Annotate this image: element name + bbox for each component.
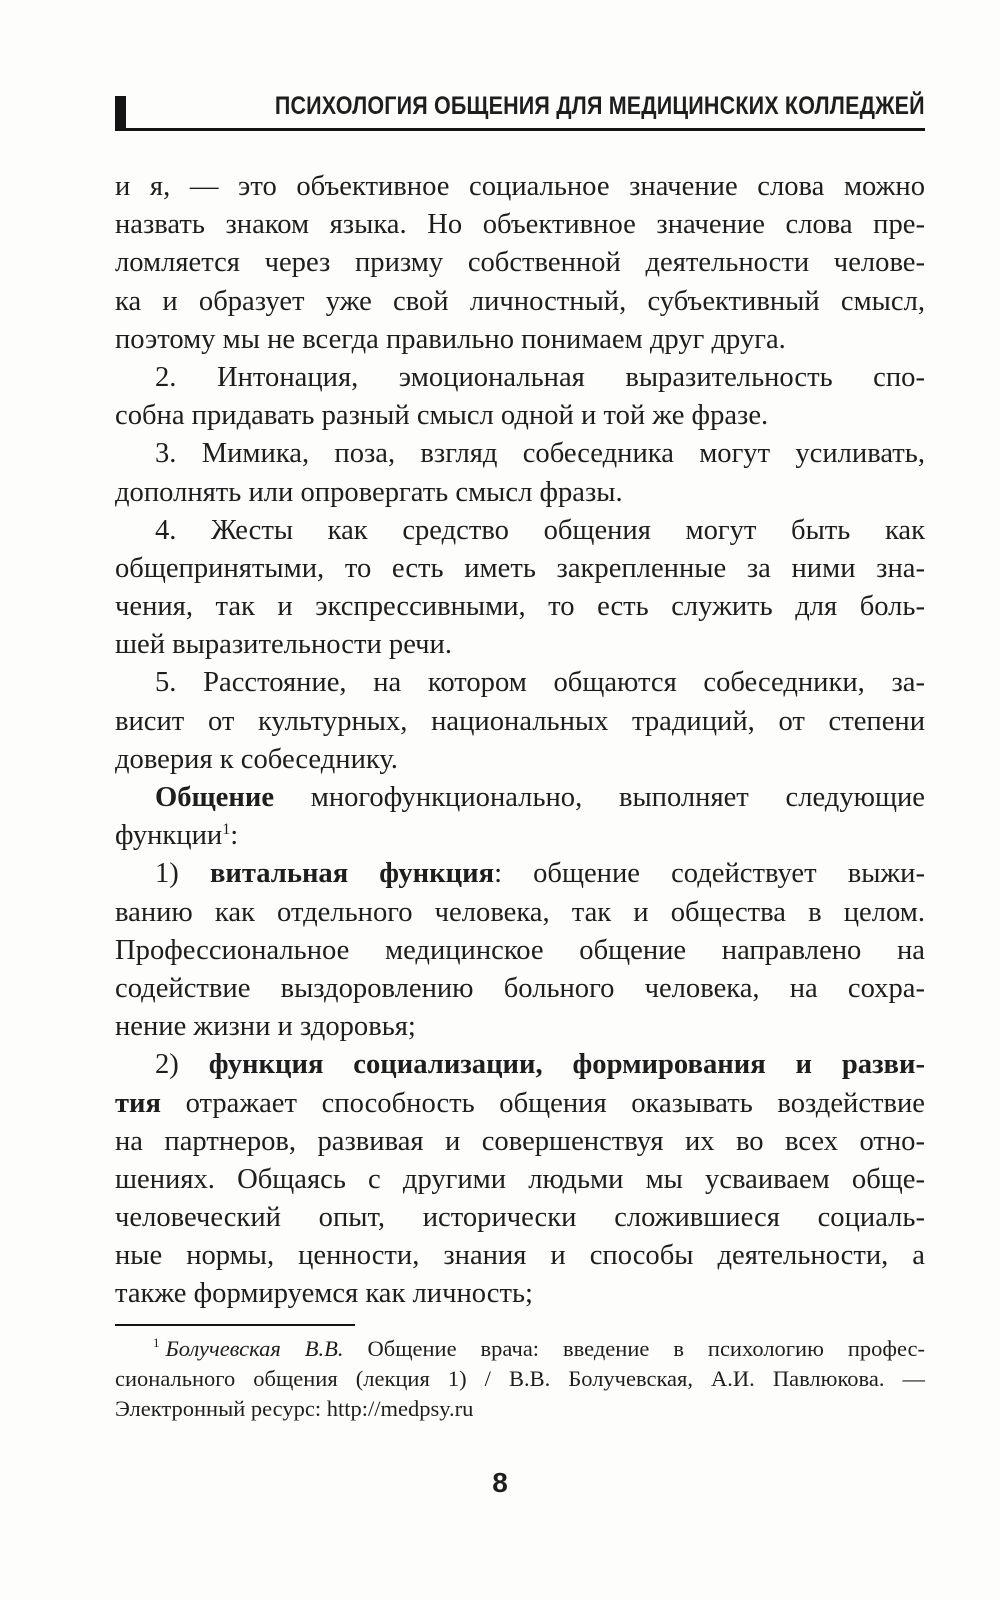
text-run: функции xyxy=(115,820,223,852)
list-number: 1) xyxy=(155,858,210,890)
text-run: : общение содействует выжи- xyxy=(494,858,926,890)
text-run: Общение врача: введение в психологию профес- xyxy=(343,1336,925,1361)
bold-term: витальная функция xyxy=(209,858,495,890)
text-line: сионального общения (лекция 1) / В.В. Болучевская, А.И. Павлюкова. — xyxy=(115,1366,925,1391)
list-item-socialization-function xyxy=(115,1046,925,1313)
text-run: : xyxy=(230,820,239,852)
text-line: ломляется через призму собственной деятельности челове- xyxy=(115,247,925,279)
text-line: ванию как отдельного человека, так и общества в целом. xyxy=(115,896,925,928)
text-line: 3. Мимика, поза, взгляд собеседника могут усиливать, xyxy=(155,438,925,470)
text-line xyxy=(115,817,925,855)
header-rule xyxy=(115,128,925,131)
text-line: чения, так и экспрессивными, то есть служить для боль- xyxy=(115,591,925,623)
text-line: поэтому мы не всегда правильно понимаем друг друга. xyxy=(115,323,786,355)
page-number: 8 xyxy=(492,1467,508,1498)
paragraph-5 xyxy=(115,664,925,779)
text-line xyxy=(115,855,925,893)
paragraph-2 xyxy=(115,359,925,435)
list-item-vital-function xyxy=(115,855,925,1046)
text-line: и я, — это объективное социальное значение слова можно xyxy=(115,171,925,202)
bold-term: тия xyxy=(115,1087,161,1119)
text-line: на партнеров, развивая и совершенствуя их во всех отно- xyxy=(115,1125,925,1157)
text-line: общепринятыми, то есть иметь закрепленные за ними зна- xyxy=(115,552,925,584)
footnote-reference: 1 xyxy=(222,821,231,839)
text-line: ка и образует уже свой личностный, субъективный смысл, xyxy=(115,285,925,317)
text-line: Электронный ресурс: http://medpsy.ru xyxy=(115,1396,474,1421)
header-marker-bar xyxy=(115,96,126,130)
text-line: содействие выздоровлению больного человека, на сохра- xyxy=(115,972,925,1004)
text-line: Профессиональное медицинское общение направлено на xyxy=(115,934,925,966)
main-text xyxy=(115,168,925,1314)
paragraph-3 xyxy=(115,435,925,511)
text-line: ные нормы, ценности, знания и способы деятельности, а xyxy=(115,1240,925,1272)
text-line: доверия к собеседнику. xyxy=(115,743,398,775)
bold-term: Общение xyxy=(155,782,275,813)
text-line: шениях. Общаясь с другими людьми мы усваиваем обще- xyxy=(115,1163,925,1195)
text-line xyxy=(115,1046,925,1084)
running-header-title: ПСИХОЛОГИЯ ОБЩЕНИЯ ДЛЯ МЕДИЦИНСКИХ КОЛЛЕДЖЕЙ xyxy=(275,92,925,120)
text-line xyxy=(115,779,925,817)
list-number: 2) xyxy=(155,1049,209,1081)
footnote-mark: 1 xyxy=(153,1335,160,1350)
paragraph-1 xyxy=(115,168,925,359)
text-run: отражает способность общения оказывать воздействие xyxy=(161,1087,925,1119)
text-line: шей выразительности речи. xyxy=(115,629,453,661)
paragraph-functions-intro xyxy=(115,779,925,855)
text-line: также формируемся как личность; xyxy=(115,1278,533,1310)
text-run: многофункционально, выполняет следующие xyxy=(274,782,925,813)
text-line xyxy=(115,1334,925,1364)
text-line: человеческий опыт, исторически сложившиеся социаль- xyxy=(115,1202,925,1234)
bold-term: функция социализации, формирования и разви- xyxy=(208,1049,925,1081)
text-line xyxy=(115,1085,925,1123)
text-line: 4. Жесты как средство общения могут быть как xyxy=(155,514,925,546)
text-line: 5. Расстояние, на котором общаются собеседники, за- xyxy=(155,667,925,699)
paragraph-4 xyxy=(115,512,925,665)
footnote xyxy=(115,1334,925,1424)
text-line: назвать знаком языка. Но объективное значение слова пре- xyxy=(115,209,925,241)
footnote-separator xyxy=(115,1324,355,1326)
text-line: собна придавать разный смысл одной и той же фразе. xyxy=(115,400,769,432)
footnote-author: Болучевская В.В. xyxy=(165,1336,344,1361)
text-line: дополнять или опровергать смысл фразы. xyxy=(115,476,623,508)
text-line: висит от культурных, национальных традиций, от степени xyxy=(115,705,925,737)
text-line: 2. Интонация, эмоциональная выразительность спо- xyxy=(155,361,925,393)
text-line: нение жизни и здоровья; xyxy=(115,1011,416,1043)
